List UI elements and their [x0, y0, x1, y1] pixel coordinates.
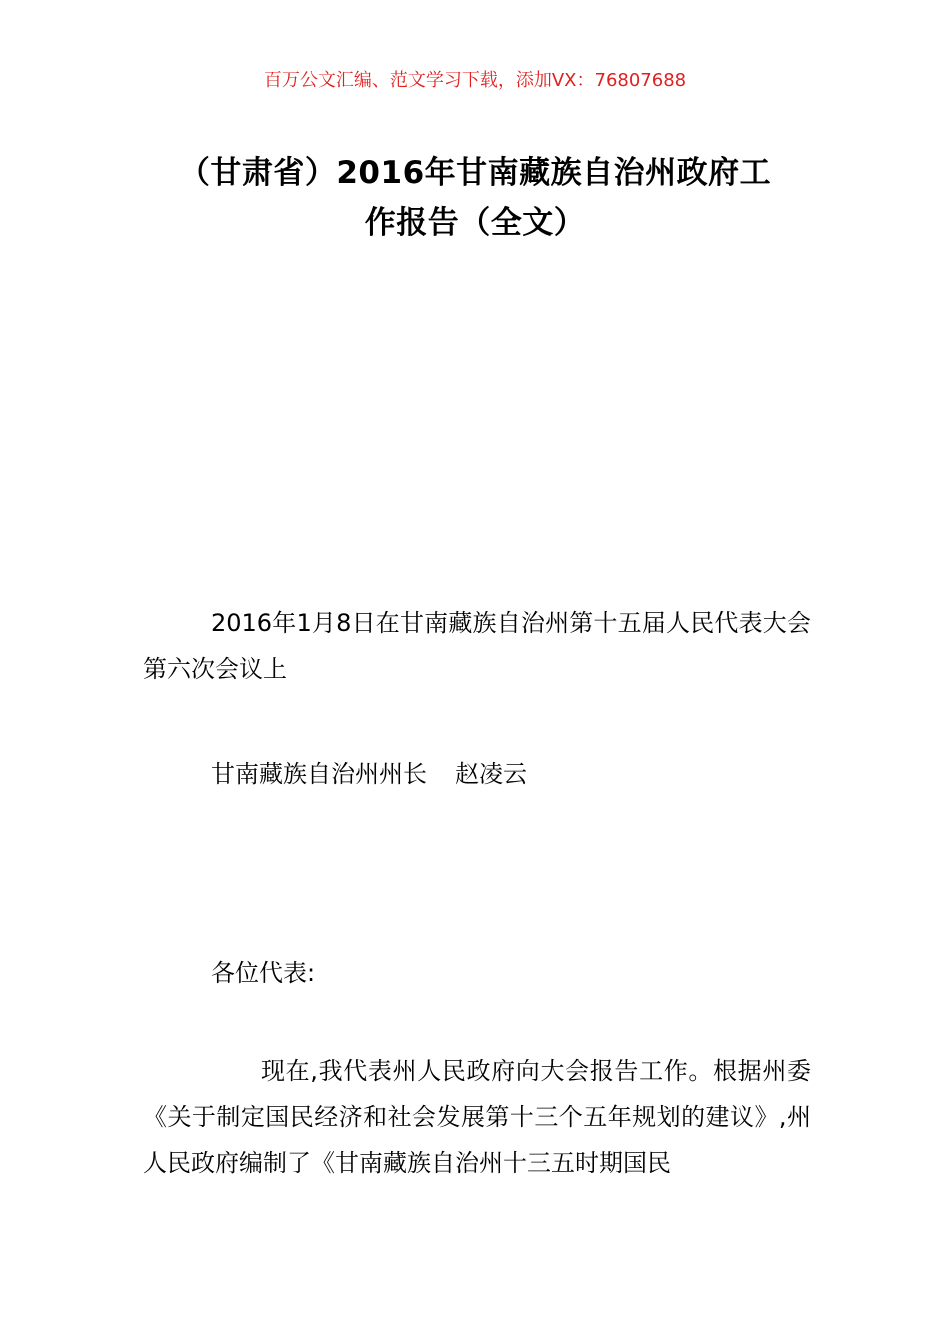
document-title [130, 148, 820, 248]
meeting-info: 2016年1月8日在甘南藏族自治州第十五届人民代表大会第六次会议上 [143, 609, 811, 683]
document-title-line-2: 作报告（全文） [364, 205, 586, 241]
speaker-name: 赵凌云 [455, 760, 527, 788]
greeting: 各位代表: [211, 959, 316, 987]
document-title-line-1: （甘肃省）2016年甘南藏族自治州政府工 [178, 155, 772, 191]
header-note: 百万公文汇编、范文学习下载，添加VX：76807688 [263, 70, 687, 91]
body-paragraph: 现在,我代表州人民政府向大会报告工作。根据州委《关于制定国民经济和社会发展第十三个五年规划的建议》,州人民政府编制了《甘南藏族自治州十三五时期国民 [143, 1057, 811, 1177]
speaker-line [143, 751, 811, 797]
speaker-position: 甘南藏族自治州州长 [211, 760, 427, 788]
